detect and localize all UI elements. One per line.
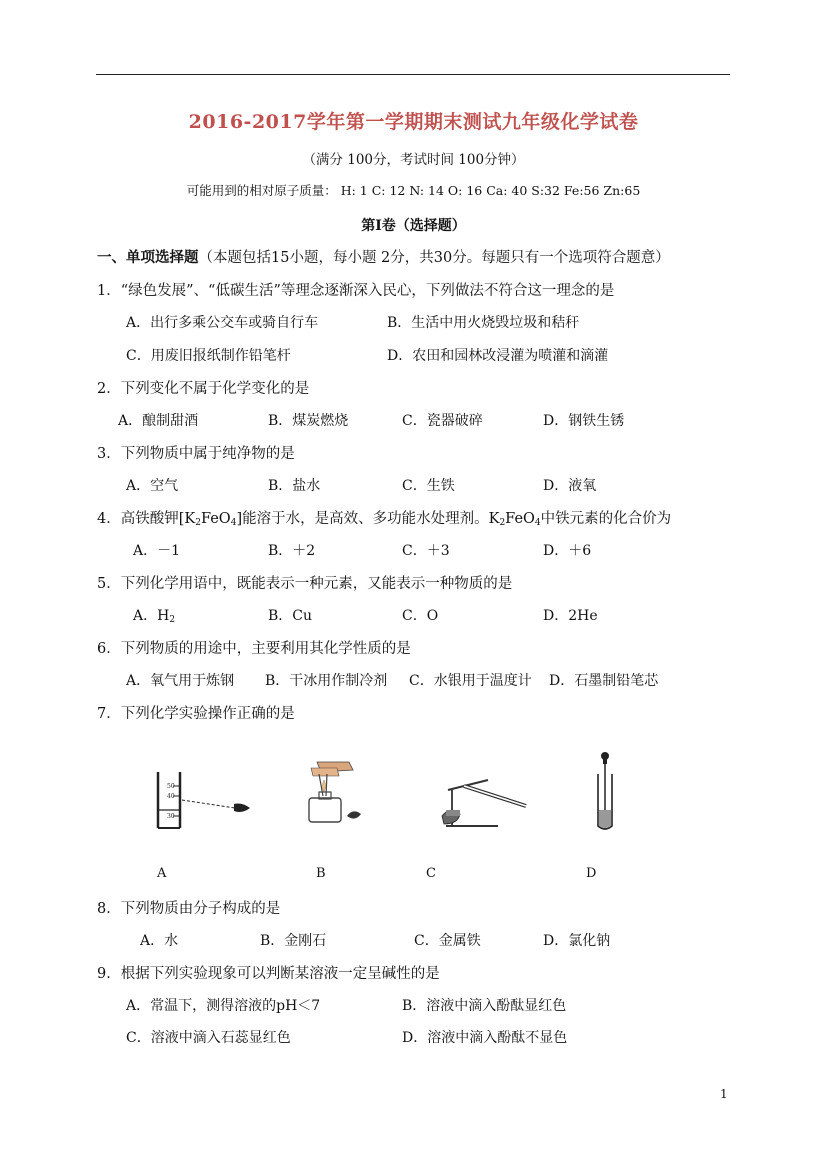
q5-option-d: D．2He (543, 608, 598, 624)
q9-option-a: A．常温下，测得溶液的pH＜7 (126, 998, 321, 1014)
part-one-label: 一、单项选择题 (97, 249, 199, 266)
q1-option-b: B．生活中用火烧毁垃圾和秸秆 (387, 315, 580, 331)
q1-option-a: A．出行多乘公交车或骑自行车 (126, 315, 319, 331)
q2-option-b: B．煤炭燃烧 (268, 413, 349, 429)
lamp-cap-icon (347, 811, 361, 818)
section-title: 第I卷（选择题） (361, 218, 466, 234)
q4-stem-part: ]能溶于水，是高效、多功能水处理剂。K (236, 511, 500, 527)
q4-stem-part: FeO (200, 511, 231, 527)
q5-subscript: 2 (169, 615, 176, 625)
exam-title: 2016-2017学年第一学期期末测试九年级化学试卷 (188, 111, 639, 133)
q8-option-b: B．金刚石 (260, 933, 327, 949)
q4-subscript: 2 (499, 518, 506, 528)
q2-option-d: D．钢铁生锈 (543, 413, 625, 429)
q9-option-d: D．溶液中滴入酚酞不显色 (402, 1030, 568, 1046)
figure-label-b: B (316, 866, 326, 881)
question-5-stem: 5．下列化学用语中，既能表示一种元素，又能表示一种物质的是 (97, 576, 513, 592)
q6-option-c: C．水银用于温度计 (409, 673, 532, 689)
q3-option-c: C．生铁 (402, 478, 455, 494)
q2-option-a: A．酿制甜酒 (118, 413, 199, 429)
q4-stem-part: 4．高铁酸钾[K (97, 511, 196, 527)
question-6-stem: 6．下列物质的用途中，主要利用其化学性质的是 (97, 641, 411, 657)
q4-option-c: C．＋3 (402, 543, 450, 559)
cylinder-tick-50: 50 (167, 783, 175, 790)
cylinder-tick-40: 40 (167, 793, 175, 800)
dropper-bulb-icon (601, 752, 609, 760)
part-one-note: （本题包括15小题，每小题 2分，共30分。每题只有一个选项符合题意） (198, 250, 670, 266)
exam-subtitle: （满分 100分，考试时间 100分钟） (302, 152, 525, 168)
q3-option-a: A．空气 (126, 478, 179, 494)
q3-option-b: B．盐水 (268, 478, 321, 494)
q6-option-a: A．氧气用于炼钢 (126, 673, 235, 689)
figure-label-d: D (586, 866, 597, 881)
q4-subscript: 2 (195, 518, 201, 528)
q4-option-b: B．＋2 (268, 543, 316, 559)
q1-option-c: C．用废旧报纸制作铅笔杆 (126, 348, 291, 364)
q5-option-c: C．O (402, 608, 439, 624)
question-1-stem: 1．“绿色发展”、“低碳生活”等理念逐渐深入民心，下列做法不符合这一理念的是 (97, 283, 615, 299)
q8-option-a: A．水 (140, 933, 179, 949)
question-7-stem: 7．下列化学实验操作正确的是 (97, 706, 295, 722)
q6-option-d: D．石墨制铅笔芯 (549, 673, 659, 689)
page-number: 1 (720, 1087, 728, 1101)
question-2-stem: 2．下列变化不属于化学变化的是 (97, 381, 310, 397)
atomic-masses: 可能用到的相对原子质量： H: 1 C: 12 N: 14 O: 16 Ca: 40 S:32 Fe:56 Zn:65 (186, 183, 641, 198)
q5-option-a-text: A．H (133, 608, 170, 624)
q5-option-b: B．Cu (268, 608, 313, 624)
q4-option-d: D．＋6 (543, 543, 592, 559)
question-8-stem: 8．下列物质由分子构成的是 (97, 901, 281, 917)
q9-option-c: C．溶液中滴入石蕊显红色 (126, 1030, 291, 1046)
q4-subscript: 4 (230, 518, 237, 528)
q5-option-a (133, 605, 175, 625)
q8-option-c: C．金属铁 (414, 933, 481, 949)
q8-option-d: D．氯化钠 (543, 933, 611, 949)
q4-stem-part: FeO (505, 511, 535, 527)
cylinder-tick-30: 30 (167, 813, 175, 820)
figure-c-heating-tube (428, 770, 528, 830)
question-9-stem: 9．根据下列实验现象可以判断某溶液一定呈碱性的是 (97, 966, 440, 982)
q1-option-d: D．农田和园林改浸灌为喷灌和滴灌 (387, 348, 609, 364)
part-one-heading (97, 246, 670, 267)
header-rule (96, 74, 730, 75)
q4-subscript: 4 (534, 518, 541, 528)
eye-icon (234, 804, 250, 813)
figure-a-cylinder-reading (150, 770, 260, 830)
q9-option-b: B．溶液中滴入酚酞显红色 (402, 998, 567, 1014)
figure-label-c: C (426, 866, 436, 881)
q3-option-d: D．液氧 (543, 478, 597, 494)
figure-label-a: A (157, 866, 167, 881)
figure-d-dropper-tube (590, 752, 620, 832)
question-3-stem: 3．下列物质中属于纯净物的是 (97, 446, 295, 462)
q2-option-c: C．瓷器破碎 (402, 413, 483, 429)
question-4-stem (97, 507, 671, 528)
figure-b-alcohol-lamp (297, 760, 367, 830)
q4-stem-part: 中铁元素的化合价为 (540, 511, 672, 527)
q4-option-a: A．－1 (133, 543, 181, 559)
q6-option-b: B．干冰用作制冷剂 (265, 673, 388, 689)
